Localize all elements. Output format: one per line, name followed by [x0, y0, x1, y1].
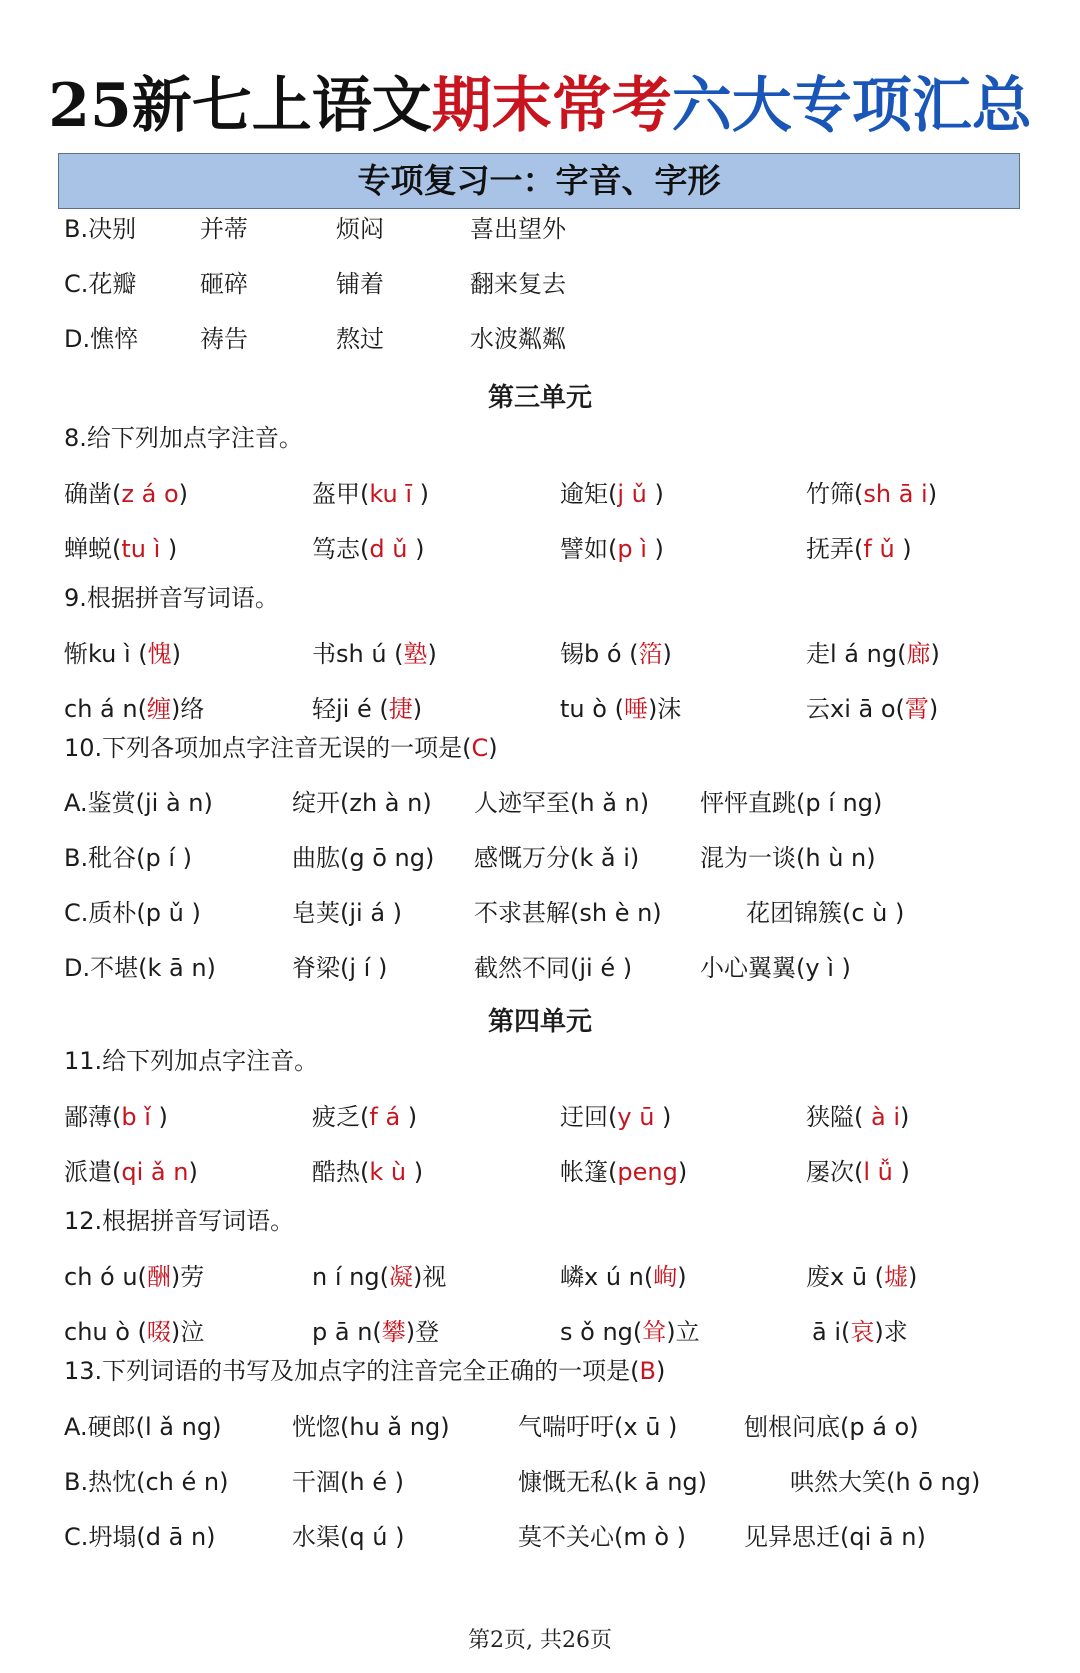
q13-row-c: C.坍塌(d ā n) 水渠(q ú ) 莫不关心(m ò ) 见异思迁(qi ā n)	[64, 1523, 926, 1551]
page-footer: 第2页, 共26页	[468, 1628, 612, 1653]
q9-item: 书sh ú (塾)	[312, 640, 437, 668]
question-10: 10.下列各项加点字注音无误的一项是(C)	[64, 734, 498, 762]
q12-row-2	[0, 1312, 1080, 1352]
unit-4-heading: 第四单元	[487, 1007, 592, 1037]
q10-row-d: D.不堪(k ā n) 脊梁(j í ) 截然不同(ji é ) 小心翼翼(y ì )	[64, 954, 851, 982]
q9-item: 锡b ó (箔)	[560, 640, 672, 668]
q11-item: 迂回(y ū )	[560, 1103, 672, 1131]
question-13: 13.下列词语的书写及加点字的注音完全正确的一项是(B)	[64, 1357, 666, 1385]
question-12: 12.根据拼音写词语。	[64, 1207, 295, 1235]
q9-item: 走l á ng(廊)	[806, 640, 940, 668]
question-9: 9.根据拼音写词语。	[64, 584, 279, 612]
q13-row-a: A.硬郎(l ǎ ng) 恍惚(hu ǎ ng) 气喘吁吁(x ū ) 刨根问底(p á o)	[64, 1413, 919, 1441]
q12-item: s ǒ ng(耸)立	[560, 1318, 700, 1346]
q9-item: 云xi ā o(霄)	[806, 695, 939, 723]
q11-item: 帐篷(peng)	[560, 1158, 688, 1186]
q10-row-b: B.秕谷(p í ) 曲肱(g ō ng) 感慨万分(k ǎ i) 混为一谈(h ù n)	[64, 844, 876, 872]
q9-item: 惭ku ì (愧)	[64, 640, 182, 668]
title-part-1: 25新七上语文	[48, 71, 432, 141]
q10-answer: C	[471, 734, 489, 762]
section-banner: 专项复习一：字音、字形	[58, 153, 1020, 209]
q8-item: 笃志(d ǔ )	[312, 535, 425, 563]
q13-row-b: B.热忱(ch é n) 干涸(h é ) 慷慨无私(k ā ng) 哄然大笑(h ō ng)	[64, 1468, 981, 1496]
q11-item: 狭隘( à i)	[806, 1103, 910, 1131]
q11-row-2	[0, 1152, 1080, 1192]
q12-item: 嶙x ú n(峋)	[560, 1263, 687, 1291]
q11-item: 派遣(qi ǎ n)	[64, 1158, 198, 1186]
q8-item: 盔甲(ku ī )	[312, 480, 430, 508]
option-row-c: C.花瓣 砸碎 铺着 翻来复去	[64, 270, 566, 298]
q12-item: ch ó u(酬)劳	[64, 1263, 205, 1291]
q9-item: tu ò (唾)沫	[560, 695, 682, 723]
q8-item: 譬如(p ì )	[560, 535, 664, 563]
document-title	[0, 68, 1080, 144]
q12-item: n í ng(凝)视	[312, 1263, 447, 1291]
title-part-2: 期末常考	[431, 71, 672, 141]
q11-item: 酷热(k ù )	[312, 1158, 424, 1186]
q12-item: 废x ū (墟)	[806, 1263, 918, 1291]
q12-item: ā i(哀)求	[812, 1318, 908, 1346]
q9-item: 轻ji é (捷)	[312, 695, 423, 723]
question-8: 8.给下列加点字注音。	[64, 424, 303, 452]
question-11: 11.给下列加点字注音。	[64, 1047, 319, 1075]
q12-item: p ā n(攀)登	[312, 1318, 440, 1346]
q12-item: chu ò (啜)泣	[64, 1318, 205, 1346]
option-row-d: D.憔悴 祷告 熬过 水波粼粼	[64, 325, 566, 353]
q8-item: 抚弄(f ǔ )	[806, 535, 912, 563]
title-part-3: 六大专项汇总	[671, 71, 1032, 141]
q9-item: ch á n(缠)络	[64, 695, 205, 723]
q8-item: 蝉蜕(tu ì )	[64, 535, 178, 563]
q9-row-2	[0, 689, 1080, 729]
q8-row-2	[0, 529, 1080, 569]
q11-item: 疲乏(f á )	[312, 1103, 418, 1131]
q12-row-1	[0, 1257, 1080, 1297]
q10-row-a: A.鉴赏(ji à n) 绽开(zh à n) 人迹罕至(h ǎ n) 怦怦直跳(p í ng)	[64, 789, 883, 817]
q8-item: 确凿(z á o)	[64, 480, 188, 508]
q8-item: 逾矩(j ǔ )	[560, 480, 664, 508]
q8-row-1	[0, 474, 1080, 514]
option-row-b: B.决别 并蒂 烦闷 喜出望外	[64, 215, 566, 243]
q8-item: 竹筛(sh ā i)	[806, 480, 938, 508]
q11-row-1	[0, 1097, 1080, 1137]
q11-item: 鄙薄(b ǐ )	[64, 1103, 168, 1131]
q9-row-1	[0, 634, 1080, 674]
q11-item: 屡次(l ǚ )	[806, 1158, 910, 1186]
unit-3-heading: 第三单元	[487, 383, 592, 413]
q13-answer: B	[639, 1357, 656, 1385]
q10-row-c: C.质朴(p ǔ ) 皂荚(ji á ) 不求甚解(sh è n) 花团锦簇(c ù )	[64, 899, 905, 927]
